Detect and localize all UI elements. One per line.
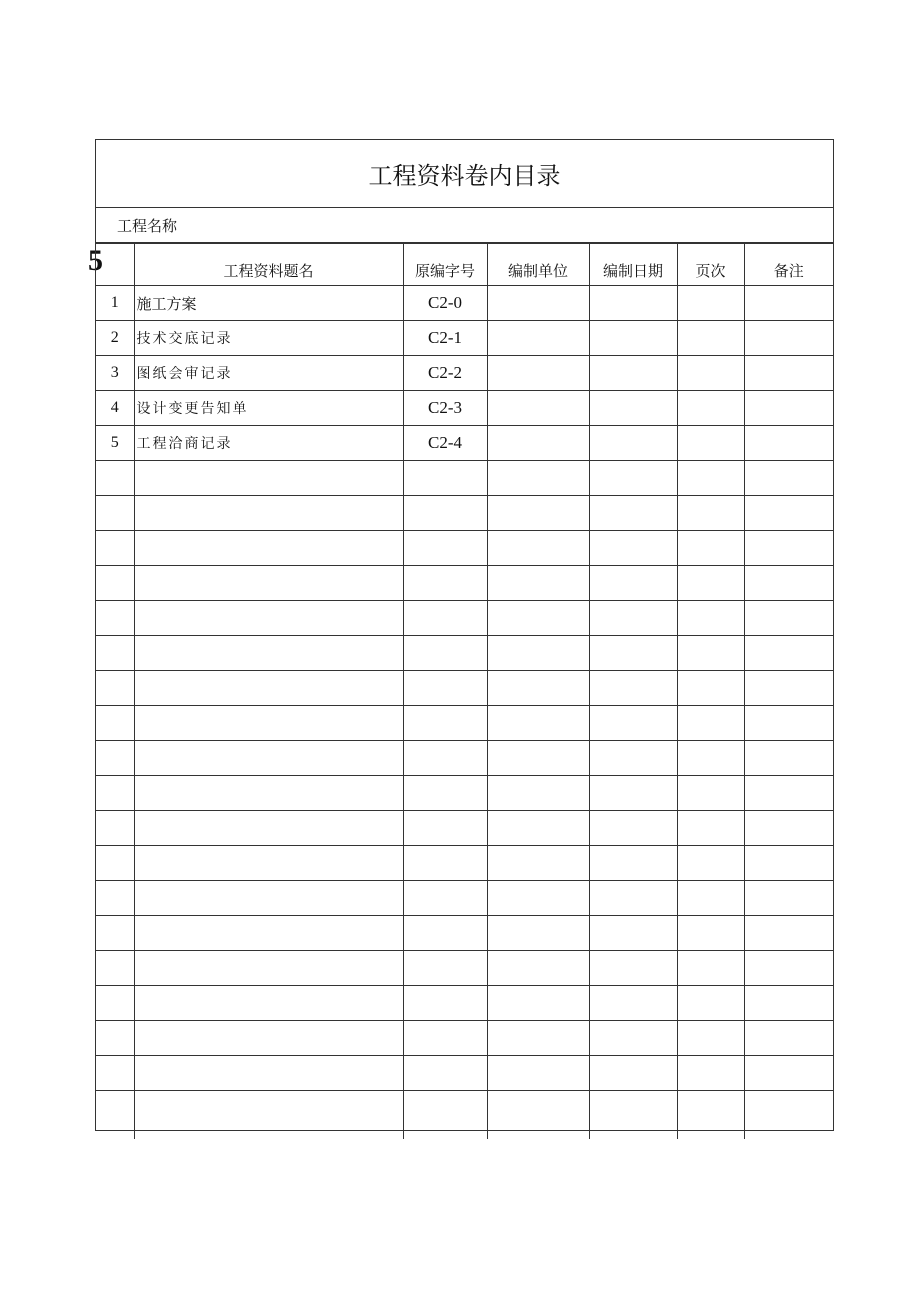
- header-remarks: 备注: [744, 244, 833, 286]
- row-date: [589, 776, 677, 811]
- row-unit: [487, 496, 589, 531]
- empty-table-row: [96, 1091, 833, 1140]
- row-unit: [487, 1021, 589, 1056]
- row-pages: [677, 1091, 744, 1140]
- row-number: [96, 1021, 134, 1056]
- row-date: [589, 1091, 677, 1140]
- row-title: [134, 916, 403, 951]
- empty-table-row: [96, 741, 833, 776]
- row-remarks: [744, 951, 833, 986]
- row-date: [589, 671, 677, 706]
- empty-table-row: [96, 1021, 833, 1056]
- row-pages: [677, 846, 744, 881]
- row-title: [134, 776, 403, 811]
- row-title: [134, 1091, 403, 1140]
- row-remarks: [744, 741, 833, 776]
- row-unit: [487, 286, 589, 321]
- row-number: 4: [96, 391, 134, 426]
- row-number: [96, 531, 134, 566]
- row-pages: [677, 286, 744, 321]
- row-number: [96, 706, 134, 741]
- row-number: 2: [96, 321, 134, 356]
- row-code: C2-3: [403, 391, 487, 426]
- row-date: [589, 1056, 677, 1091]
- row-code: [403, 986, 487, 1021]
- row-title: 施工方案: [134, 286, 403, 321]
- row-remarks: [744, 566, 833, 601]
- row-code: [403, 776, 487, 811]
- row-unit: [487, 986, 589, 1021]
- table-row: [96, 321, 833, 356]
- row-code: [403, 706, 487, 741]
- row-unit: [487, 776, 589, 811]
- empty-table-row: [96, 916, 833, 951]
- row-date: [589, 286, 677, 321]
- row-remarks: [744, 426, 833, 461]
- row-number: [96, 846, 134, 881]
- row-unit: [487, 916, 589, 951]
- empty-table-row: [96, 951, 833, 986]
- row-number: [96, 811, 134, 846]
- row-date: [589, 426, 677, 461]
- empty-table-row: [96, 461, 833, 496]
- row-remarks: [744, 916, 833, 951]
- row-code: [403, 1056, 487, 1091]
- row-title: [134, 566, 403, 601]
- empty-table-row: [96, 846, 833, 881]
- row-pages: [677, 881, 744, 916]
- row-date: [589, 566, 677, 601]
- row-remarks: [744, 636, 833, 671]
- row-pages: [677, 496, 744, 531]
- row-title: [134, 741, 403, 776]
- header-unit: 编制单位: [487, 244, 589, 286]
- row-code: [403, 671, 487, 706]
- row-code: [403, 811, 487, 846]
- header-row: [96, 244, 833, 286]
- row-number: [96, 636, 134, 671]
- row-title: [134, 531, 403, 566]
- table-row: [96, 391, 833, 426]
- row-title: [134, 671, 403, 706]
- row-code: [403, 496, 487, 531]
- row-pages: [677, 741, 744, 776]
- row-title: 技术交底记录: [134, 321, 403, 356]
- row-unit: [487, 811, 589, 846]
- row-unit: [487, 356, 589, 391]
- row-pages: [677, 566, 744, 601]
- row-remarks: [744, 356, 833, 391]
- row-number: [96, 566, 134, 601]
- row-remarks: [744, 601, 833, 636]
- row-remarks: [744, 461, 833, 496]
- row-title: [134, 1021, 403, 1056]
- table-row: [96, 286, 833, 321]
- row-title: [134, 881, 403, 916]
- header-title: 工程资料题名: [134, 244, 403, 286]
- row-remarks: [744, 846, 833, 881]
- row-title: [134, 846, 403, 881]
- row-title: 图纸会审记录: [134, 356, 403, 391]
- row-remarks: [744, 1021, 833, 1056]
- row-unit: [487, 881, 589, 916]
- row-number: [96, 951, 134, 986]
- row-pages: [677, 321, 744, 356]
- row-pages: [677, 391, 744, 426]
- row-title: 工程洽商记录: [134, 426, 403, 461]
- row-code: [403, 566, 487, 601]
- edge-mark: 5: [88, 244, 103, 277]
- row-code: [403, 601, 487, 636]
- row-date: [589, 496, 677, 531]
- row-title: [134, 636, 403, 671]
- row-date: [589, 356, 677, 391]
- row-remarks: [744, 671, 833, 706]
- row-number: [96, 1056, 134, 1091]
- row-unit: [487, 671, 589, 706]
- header-no: [96, 244, 134, 286]
- row-title: [134, 496, 403, 531]
- empty-table-row: [96, 986, 833, 1021]
- empty-table-row: [96, 776, 833, 811]
- row-pages: [677, 811, 744, 846]
- row-date: [589, 951, 677, 986]
- empty-table-row: [96, 881, 833, 916]
- empty-table-row: [96, 706, 833, 741]
- row-date: [589, 321, 677, 356]
- row-number: [96, 461, 134, 496]
- row-pages: [677, 356, 744, 391]
- row-remarks: [744, 391, 833, 426]
- row-remarks: [744, 776, 833, 811]
- row-remarks: [744, 811, 833, 846]
- empty-table-row: [96, 566, 833, 601]
- row-pages: [677, 706, 744, 741]
- row-number: [96, 881, 134, 916]
- row-pages: [677, 601, 744, 636]
- row-number: 1: [96, 286, 134, 321]
- row-remarks: [744, 321, 833, 356]
- row-code: [403, 531, 487, 566]
- row-code: [403, 846, 487, 881]
- row-pages: [677, 916, 744, 951]
- row-remarks: [744, 986, 833, 1021]
- row-number: [96, 986, 134, 1021]
- project-name-label: 工程名称: [96, 208, 833, 243]
- row-title: [134, 811, 403, 846]
- row-remarks: [744, 706, 833, 741]
- row-remarks: [744, 1056, 833, 1091]
- row-title: [134, 1056, 403, 1091]
- row-unit: [487, 706, 589, 741]
- row-number: [96, 496, 134, 531]
- row-code: [403, 461, 487, 496]
- row-pages: [677, 671, 744, 706]
- row-remarks: [744, 496, 833, 531]
- row-pages: [677, 1056, 744, 1091]
- row-date: [589, 601, 677, 636]
- row-unit: [487, 741, 589, 776]
- row-date: [589, 1021, 677, 1056]
- row-code: [403, 951, 487, 986]
- empty-table-row: [96, 1056, 833, 1091]
- row-pages: [677, 636, 744, 671]
- row-number: [96, 1091, 134, 1140]
- row-title: 设计变更告知单: [134, 391, 403, 426]
- row-remarks: [744, 531, 833, 566]
- row-date: [589, 636, 677, 671]
- page-title: 工程资料卷内目录: [96, 140, 833, 208]
- row-unit: [487, 426, 589, 461]
- header-original-code: 原编字号: [403, 244, 487, 286]
- row-date: [589, 986, 677, 1021]
- row-title: [134, 601, 403, 636]
- row-title: [134, 706, 403, 741]
- row-pages: [677, 776, 744, 811]
- row-unit: [487, 321, 589, 356]
- row-remarks: [744, 1091, 833, 1140]
- row-code: [403, 741, 487, 776]
- row-date: [589, 706, 677, 741]
- row-pages: [677, 951, 744, 986]
- row-remarks: [744, 881, 833, 916]
- row-code: [403, 1021, 487, 1056]
- row-date: [589, 531, 677, 566]
- header-pages: 页次: [677, 244, 744, 286]
- row-code: C2-0: [403, 286, 487, 321]
- row-code: [403, 1091, 487, 1140]
- row-number: [96, 601, 134, 636]
- row-code: [403, 636, 487, 671]
- row-unit: [487, 846, 589, 881]
- row-date: [589, 846, 677, 881]
- row-pages: [677, 531, 744, 566]
- row-pages: [677, 461, 744, 496]
- row-date: [589, 461, 677, 496]
- empty-table-row: [96, 531, 833, 566]
- row-unit: [487, 566, 589, 601]
- row-number: 3: [96, 356, 134, 391]
- row-number: [96, 741, 134, 776]
- row-title: [134, 986, 403, 1021]
- row-unit: [487, 461, 589, 496]
- row-unit: [487, 951, 589, 986]
- row-pages: [677, 986, 744, 1021]
- row-code: [403, 881, 487, 916]
- row-pages: [677, 1021, 744, 1056]
- table-row: [96, 426, 833, 461]
- row-unit: [487, 391, 589, 426]
- row-date: [589, 916, 677, 951]
- empty-table-row: [96, 671, 833, 706]
- row-number: [96, 671, 134, 706]
- row-unit: [487, 531, 589, 566]
- row-date: [589, 811, 677, 846]
- row-date: [589, 881, 677, 916]
- row-code: [403, 916, 487, 951]
- row-date: [589, 391, 677, 426]
- catalog-table: [96, 243, 833, 1139]
- row-pages: [677, 426, 744, 461]
- row-number: 5: [96, 426, 134, 461]
- empty-table-row: [96, 601, 833, 636]
- row-code: C2-2: [403, 356, 487, 391]
- row-unit: [487, 601, 589, 636]
- row-title: [134, 461, 403, 496]
- row-unit: [487, 1056, 589, 1091]
- row-remarks: [744, 286, 833, 321]
- row-unit: [487, 636, 589, 671]
- row-code: C2-1: [403, 321, 487, 356]
- row-number: [96, 776, 134, 811]
- table-row: [96, 356, 833, 391]
- row-title: [134, 951, 403, 986]
- row-unit: [487, 1091, 589, 1140]
- empty-table-row: [96, 496, 833, 531]
- row-code: C2-4: [403, 426, 487, 461]
- empty-table-row: [96, 811, 833, 846]
- catalog-sheet: [95, 139, 834, 1131]
- header-date: 编制日期: [589, 244, 677, 286]
- row-number: [96, 916, 134, 951]
- empty-table-row: [96, 636, 833, 671]
- row-date: [589, 741, 677, 776]
